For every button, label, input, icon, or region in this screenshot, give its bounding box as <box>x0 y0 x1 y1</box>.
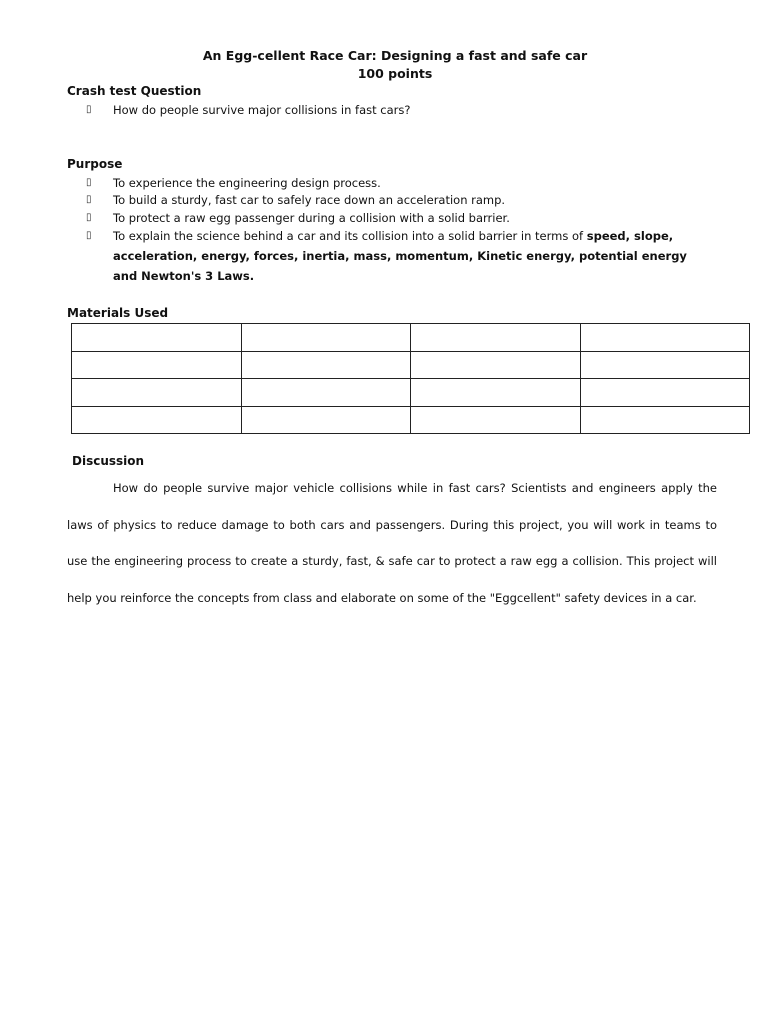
table-cell[interactable] <box>411 324 581 352</box>
discussion-paragraph: How do people survive major vehicle collisions while in fast cars? Scientists and engineers apply the laws of physics to reduce damage to both cars and passengers. During this project, you will work in teams to use the engineering process to create a sturdy, fast, & safe car to protect a raw egg a collision. This project will help you reinforce the concepts from class and elaborate on some of the "Eggcellent" safety devices in a car. <box>67 481 717 605</box>
table-cell[interactable] <box>241 379 411 407</box>
materials-heading: Materials Used <box>67 306 169 320</box>
table-row <box>72 324 750 352</box>
table-cell[interactable] <box>72 351 242 379</box>
bullet-icon: ▯ <box>86 230 92 241</box>
crash-test-heading: Crash test Question <box>67 84 202 98</box>
purpose-item <box>113 226 713 286</box>
bullet-icon: ▯ <box>86 194 92 205</box>
table-cell[interactable] <box>72 406 242 434</box>
table-cell[interactable] <box>72 379 242 407</box>
table-row <box>72 351 750 379</box>
table-cell[interactable] <box>580 351 750 379</box>
table-cell[interactable] <box>580 406 750 434</box>
table-cell[interactable] <box>411 379 581 407</box>
points-label: 100 points <box>357 66 433 81</box>
bullet-icon: ▯ <box>86 177 92 188</box>
table-cell[interactable] <box>241 406 411 434</box>
page-title: An Egg-cellent Race Car: Designing a fast and safe car <box>202 48 588 63</box>
purpose-item-terms: speed, slope, acceleration, energy, forces, inertia, mass, momentum, Kinetic energy, potential energy and Newton's 3 Laws. <box>113 229 687 283</box>
purpose-item-intro: To explain the science behind a car and its collision into a solid barrier in terms of <box>113 229 587 243</box>
bullet-icon: ▯ <box>86 212 92 223</box>
purpose-item: To build a sturdy, fast car to safely race down an acceleration ramp. <box>113 193 506 207</box>
purpose-heading: Purpose <box>67 157 123 171</box>
table-cell[interactable] <box>241 351 411 379</box>
table-cell[interactable] <box>580 379 750 407</box>
discussion-heading: Discussion <box>72 454 145 468</box>
table-cell[interactable] <box>411 406 581 434</box>
table-cell[interactable] <box>241 324 411 352</box>
table-cell[interactable] <box>72 324 242 352</box>
table-cell[interactable] <box>580 324 750 352</box>
purpose-item: To protect a raw egg passenger during a collision with a solid barrier. <box>113 211 510 225</box>
table-row <box>72 406 750 434</box>
purpose-item: To experience the engineering design process. <box>113 176 381 190</box>
table-row <box>72 379 750 407</box>
materials-table <box>71 323 750 434</box>
table-cell[interactable] <box>411 351 581 379</box>
crash-test-question: How do people survive major collisions in fast cars? <box>113 103 411 117</box>
bullet-icon: ▯ <box>86 104 92 115</box>
